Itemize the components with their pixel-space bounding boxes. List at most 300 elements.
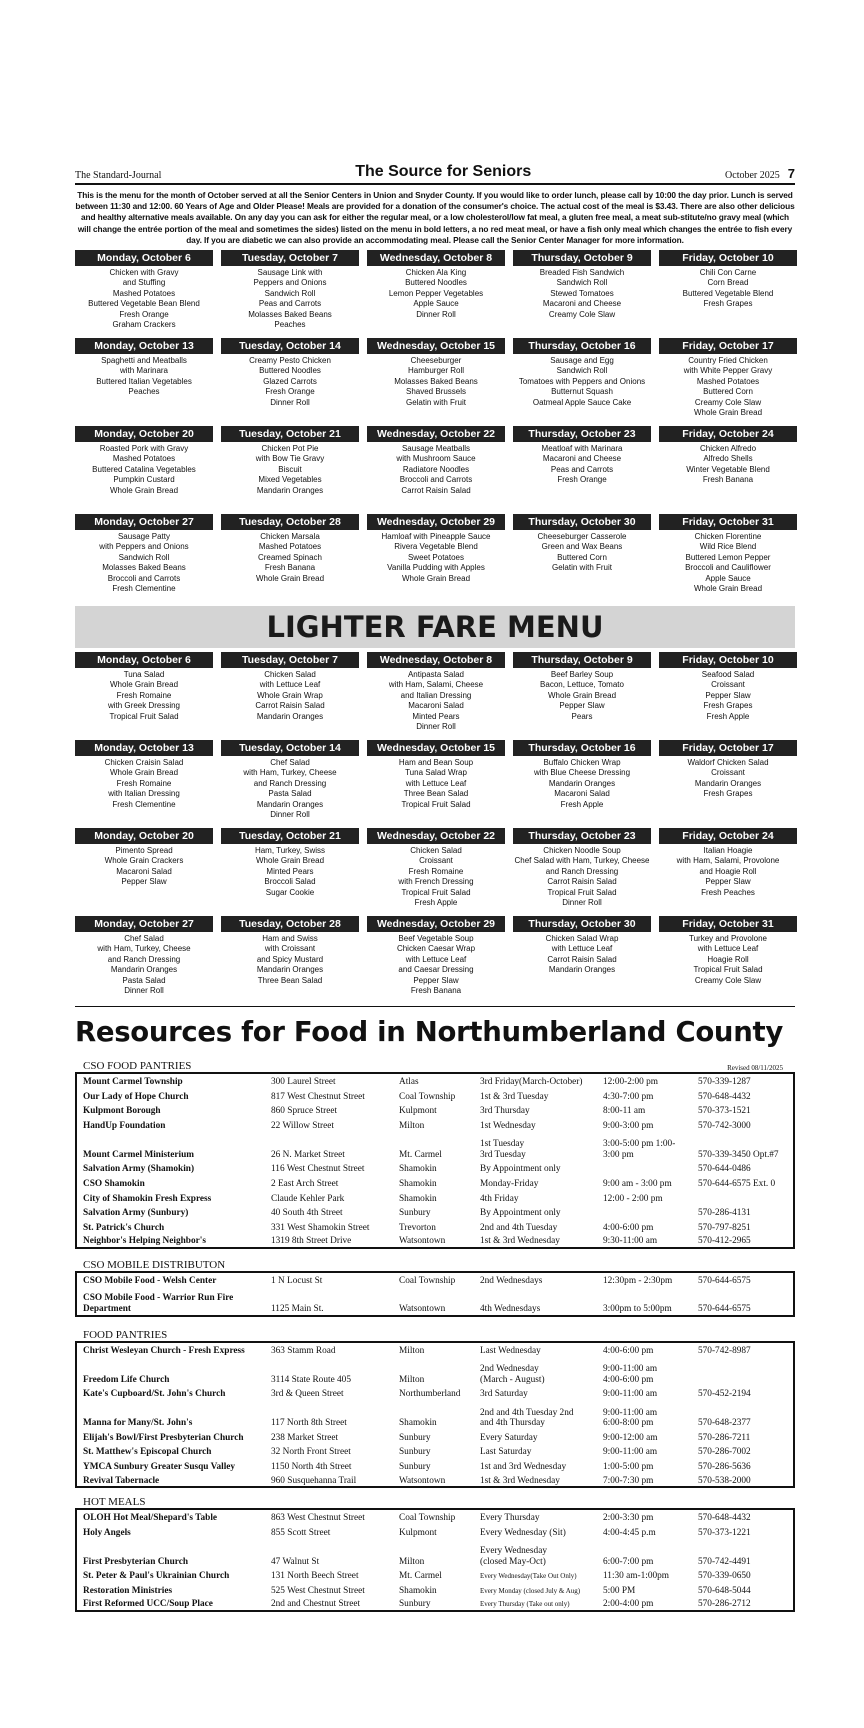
resource-time: 1:00-5:00 pm — [603, 1461, 654, 1472]
menu-item: Chicken Salad — [264, 670, 316, 680]
menu-item: with Lettuce Leaf — [697, 944, 759, 954]
menu-day — [221, 916, 359, 1004]
resource-row — [76, 1524, 794, 1539]
resource-row — [76, 1175, 794, 1190]
menu-item: Alfredo Shells — [703, 454, 753, 464]
resource-name: Manna for Many/St. John's — [83, 1418, 193, 1429]
menu-item: Radiatore Noodles — [402, 464, 470, 474]
menu-item: Mandarin Oranges — [110, 965, 178, 975]
menu-item: Roasted Pork with Gravy — [99, 444, 189, 454]
menu-day — [221, 514, 359, 602]
menu-item: Fresh Apple — [414, 898, 458, 908]
menu-day-items — [513, 356, 651, 408]
menu-day-heading: Monday, October 6 — [75, 652, 213, 668]
menu-item: Buffalo Chicken Wrap — [543, 758, 621, 768]
resource-phone — [692, 1190, 794, 1205]
menu-item: Sweet Potatoes — [407, 552, 465, 562]
menu-item: Mandarin Oranges — [548, 965, 616, 975]
menu-item: Dinner Roll — [562, 898, 602, 908]
menu-day-heading: Friday, October 10 — [659, 652, 797, 668]
resource-time: 9:00-3:00 pm — [603, 1120, 654, 1131]
menu-day-items — [75, 758, 213, 810]
menu-day-items — [367, 846, 505, 908]
menu-item: Chicken Salad Wrap — [545, 934, 619, 944]
resource-table — [75, 1341, 795, 1489]
menu-item: Sugar Cookie — [265, 887, 315, 897]
resource-address: 40 South 4th Street — [271, 1208, 343, 1219]
resource-row — [76, 1117, 794, 1132]
resource-name: YMCA Sunbury Greater Susqu Valley — [83, 1461, 236, 1472]
resource-phone: 570-286-7002 — [698, 1447, 751, 1458]
menu-item: Dinner Roll — [124, 986, 164, 996]
menu-day-heading: Thursday, October 30 — [513, 916, 651, 932]
menu-item: Fresh Grapes — [703, 299, 753, 309]
resource-row — [76, 1356, 794, 1385]
resource-row — [76, 1567, 794, 1582]
menu-item: Fresh Romaine — [116, 778, 172, 788]
resource-name: CSO Shamokin — [83, 1178, 145, 1189]
menu-item: Fresh Banana — [264, 563, 316, 573]
menu-item: Chicken Pot Pie — [261, 444, 319, 454]
resource-day: Monday-Friday — [480, 1178, 539, 1189]
menu-day-heading: Monday, October 13 — [75, 740, 213, 756]
menu-item: and Ranch Dressing — [107, 954, 181, 964]
menu-item: Fresh Romaine — [116, 690, 172, 700]
menu-item: Creamy Cole Slaw — [694, 397, 762, 407]
menu-item: Sausage Meatballs — [401, 444, 471, 454]
menu-item: Rivera Vegetable Blend — [394, 542, 478, 552]
menu-item: with Ham, Salami, Provolone — [676, 856, 780, 866]
menu-item: Macaroni Salad — [554, 789, 610, 799]
menu-item: Tropical Fruit Salad — [109, 711, 179, 721]
revised-date: Revised 08/11/2025 — [727, 1064, 783, 1073]
menu-item: Fresh Grapes — [703, 701, 753, 711]
menu-item: Wild Rice Blend — [699, 542, 757, 552]
resource-address: 116 West Chestnut Street — [271, 1164, 365, 1175]
menu-item: Spaghetti and Meatballs — [101, 356, 187, 366]
menu-item: Croissant — [711, 768, 745, 778]
menu-item: Mandarin Oranges — [256, 711, 324, 721]
resource-phone: 570-648-4432 — [698, 1091, 751, 1102]
menu-day — [75, 514, 213, 602]
resource-name: City of Shamokin Fresh Express — [83, 1193, 212, 1204]
menu-item: Macaroni Salad — [408, 701, 464, 711]
menu-day-items — [513, 532, 651, 574]
resource-phone: 570-339-0650 — [698, 1571, 751, 1582]
resource-phone: 570-412-2965 — [698, 1236, 751, 1247]
resource-address: 331 West Shamokin Street — [271, 1222, 370, 1233]
menu-item: Breaded Fish Sandwich — [539, 268, 625, 278]
menu-item: with Lettuce Leaf — [551, 944, 613, 954]
menu-day-heading: Friday, October 31 — [659, 916, 797, 932]
menu-item: Carrot Raisin Salad — [401, 485, 471, 495]
menu-day — [513, 514, 651, 602]
menu-item: Fresh Peaches — [701, 887, 755, 897]
menu-item: Whole Grain Bread — [109, 768, 179, 778]
resource-phone: 570-648-4432 — [698, 1513, 751, 1524]
resource-name: Revival Tabernacle — [83, 1475, 160, 1486]
resource-row — [76, 1272, 794, 1287]
resource-address: 22 Willow Street — [271, 1120, 334, 1131]
resource-day: 1st & 3rd Wednesday — [480, 1236, 560, 1247]
menu-item: Fresh Clementine — [112, 799, 176, 809]
menu-item: and Caesar Dressing — [398, 965, 474, 975]
resource-address: 863 West Chestnut Street — [271, 1513, 365, 1524]
resource-time: 11:30 am-1:00pm — [603, 1571, 670, 1582]
menu-item: Mandarin Oranges — [694, 778, 762, 788]
resource-day: Every Thursday — [480, 1513, 540, 1524]
resource-city: Shamokin — [399, 1193, 437, 1204]
menu-item: Chef Salad — [124, 934, 164, 944]
menu-item: with Italian Dressing — [108, 789, 180, 799]
menu-day-items — [367, 444, 505, 496]
menu-day-heading: Friday, October 24 — [659, 426, 797, 442]
resource-city: Watsontown — [399, 1236, 446, 1247]
menu-item: Creamy Cole Slaw — [548, 309, 616, 319]
menu-item: with Ham, Salami, Cheese — [388, 680, 484, 690]
resource-address: 817 West Chestnut Street — [271, 1091, 365, 1102]
menu-day-heading: Thursday, October 16 — [513, 740, 651, 756]
resource-address: 525 West Chestnut Street — [271, 1585, 365, 1596]
resource-name: Salvation Army (Shamokin) — [83, 1164, 195, 1175]
resource-name: Christ Wesleyan Church - Fresh Express — [83, 1345, 245, 1356]
menu-item: Macaroni Salad — [116, 866, 172, 876]
resource-city: Trevorton — [399, 1222, 436, 1233]
menu-item: Broccoli and Cauliflower — [685, 563, 771, 573]
menu-day — [513, 338, 651, 426]
menu-day-heading: Monday, October 20 — [75, 828, 213, 844]
menu-item: Hamloaf with Pineapple Sauce — [381, 532, 491, 542]
menu-item: Beef Vegetable Soup — [398, 934, 474, 944]
menu-day — [659, 250, 797, 338]
menu-item: Peppers and Onions — [253, 278, 327, 288]
section-title: FOOD PANTRIES — [83, 1328, 168, 1341]
menu-item: Whole Grain Bread — [255, 856, 325, 866]
menu-day-heading: Wednesday, October 8 — [367, 652, 505, 668]
menu-day-heading: Thursday, October 16 — [513, 338, 651, 354]
resource-day: 3rd Thursday — [480, 1106, 530, 1117]
menu-item: with Mushroom Sauce — [396, 454, 476, 464]
menu-item: Biscuit — [278, 464, 302, 474]
lighter-menu-grid — [75, 652, 795, 1004]
menu-item: Mashed Potatoes — [112, 288, 176, 298]
menu-day-heading: Friday, October 17 — [659, 338, 797, 354]
menu-item: Apple Sauce — [705, 573, 751, 583]
menu-day — [75, 338, 213, 426]
resource-city: Sunbury — [399, 1599, 431, 1610]
menu-day — [367, 828, 505, 916]
resource-day: 2nd Wednesday (March - August) — [480, 1363, 545, 1385]
menu-day-items — [513, 934, 651, 976]
menu-day-items — [659, 670, 797, 722]
resource-name: HandUp Foundation — [83, 1120, 166, 1131]
menu-day-items — [659, 532, 797, 594]
menu-item: Stewed Tomatoes — [550, 288, 614, 298]
menu-day-items — [513, 444, 651, 486]
menu-day — [221, 828, 359, 916]
menu-item: Fresh Orange — [119, 309, 169, 319]
menu-item: Chef Salad — [270, 758, 310, 768]
resource-name: Mount Carmel Township — [83, 1077, 183, 1088]
menu-item: Fresh Banana — [702, 475, 754, 485]
paper-name: The Standard-Journal — [75, 170, 162, 181]
menu-item: Chicken Alfredo — [699, 444, 757, 454]
menu-item: Peaches — [274, 320, 306, 330]
resource-name: OLOH Hot Meal/Shepard's Table — [83, 1513, 218, 1524]
menu-day-items — [367, 268, 505, 320]
page-number: 7 — [787, 166, 795, 181]
menu-item: Pears — [571, 711, 593, 721]
menu-day — [75, 652, 213, 740]
resource-phone: 570-644-0486 — [698, 1164, 751, 1175]
menu-item: Corn Bread — [707, 278, 749, 288]
menu-item: Beef Barley Soup — [550, 670, 614, 680]
menu-item: with Marinara — [119, 366, 168, 376]
divider — [75, 1006, 795, 1007]
menu-item: and Hoagie Roll — [699, 866, 757, 876]
resource-day: 3rd Saturday — [480, 1389, 528, 1400]
menu-item: Glazed Carrots — [263, 376, 317, 386]
resource-phone: 570-373-1521 — [698, 1106, 751, 1117]
menu-item: Whole Grain Bread — [109, 485, 179, 495]
menu-day-heading: Tuesday, October 14 — [221, 338, 359, 354]
menu-day — [221, 652, 359, 740]
menu-item: Mandarin Oranges — [256, 965, 324, 975]
resource-city: Milton — [399, 1374, 425, 1385]
menu-item: Tropical Fruit Salad — [401, 887, 471, 897]
resource-phone: 570-742-3000 — [698, 1120, 751, 1131]
menu-day — [75, 740, 213, 828]
menu-item: and Ranch Dressing — [545, 866, 619, 876]
resources-title: Resources for Food in Northumberland County — [75, 1016, 783, 1049]
resource-phone: 570-644-6575 — [698, 1303, 751, 1314]
resource-address: 3114 State Route 405 — [271, 1374, 351, 1385]
menu-day-heading: Tuesday, October 7 — [221, 652, 359, 668]
section-heading — [75, 1060, 795, 1072]
menu-item: Pepper Slaw — [559, 701, 605, 711]
menu-day-items — [367, 356, 505, 408]
menu-item: Croissant — [419, 856, 453, 866]
resource-address: 1125 Main St. — [271, 1303, 324, 1314]
menu-day-items — [75, 670, 213, 722]
resource-day: Last Saturday — [480, 1447, 532, 1458]
menu-item: Dinner Roll — [416, 309, 456, 319]
menu-item: Vanilla Pudding with Apples — [387, 563, 485, 573]
resource-time: 9:30-11:00 am — [603, 1236, 658, 1247]
menu-item: Broccoli and Carrots — [399, 475, 473, 485]
resource-day: By Appointment only — [480, 1164, 561, 1175]
section-heading — [75, 1496, 795, 1508]
resource-phone: 570-648-2377 — [698, 1418, 751, 1429]
menu-day — [367, 338, 505, 426]
menu-item: Buttered Italian Vegetables — [96, 376, 192, 386]
menu-day-items — [75, 268, 213, 330]
menu-item: Buttered Lemon Pepper — [685, 552, 771, 562]
menu-day-heading: Tuesday, October 14 — [221, 740, 359, 756]
resource-name: Our Lady of Hope Church — [83, 1091, 189, 1102]
menu-day-items — [367, 934, 505, 996]
menu-item: Tropical Fruit Salad — [547, 887, 617, 897]
resource-city: Sunbury — [399, 1461, 431, 1472]
menu-item: Ham and Swiss — [262, 934, 318, 944]
menu-day-heading: Monday, October 27 — [75, 916, 213, 932]
menu-day — [367, 426, 505, 514]
menu-item: Three Bean Salad — [403, 789, 469, 799]
menu-item: Lemon Pepper Vegetables — [388, 288, 484, 298]
menu-item: Molasses Baked Beans — [248, 309, 332, 319]
menu-item: Oatmeal Apple Sauce Cake — [532, 397, 632, 407]
menu-item: Buttered Catalina Vegetables — [92, 464, 196, 474]
menu-item: Mixed Vegetables — [258, 475, 322, 485]
menu-item: Macaroni and Cheese — [542, 454, 622, 464]
resource-day: By Appointment only — [480, 1208, 561, 1219]
resource-table — [75, 1072, 795, 1249]
menu-day-heading: Wednesday, October 29 — [367, 916, 505, 932]
resource-city: Watsontown — [399, 1303, 446, 1314]
menu-item: Tropical Fruit Salad — [401, 799, 471, 809]
resource-day: Every Thursday (Take out only) — [480, 1600, 570, 1609]
menu-item: Sausage and Egg — [550, 356, 614, 366]
menu-item: Buttered Vegetable Bean Blend — [88, 299, 200, 309]
resource-city: Milton — [399, 1120, 425, 1131]
menu-day-heading: Thursday, October 9 — [513, 250, 651, 266]
resource-address: Claude Kehler Park — [271, 1193, 345, 1204]
menu-item: Whole Grain Bread — [401, 573, 471, 583]
menu-item: Carrot Raisin Salad — [547, 954, 617, 964]
menu-item: Pumpkin Custard — [113, 475, 175, 485]
menu-item: Molasses Baked Beans — [102, 563, 186, 573]
menu-day-heading: Thursday, October 23 — [513, 828, 651, 844]
resource-phone: 570-648-5044 — [698, 1585, 751, 1596]
resource-row — [76, 1458, 794, 1473]
menu-item: Croissant — [711, 680, 745, 690]
menu-item: Cheeseburger Casserole — [537, 532, 627, 542]
menu-item: with Croissant — [264, 944, 316, 954]
menu-item: Mandarin Oranges — [548, 778, 616, 788]
menu-item: Mandarin Oranges — [256, 799, 324, 809]
menu-item: Seafood Salad — [701, 670, 755, 680]
menu-day — [367, 652, 505, 740]
resource-day: 2nd Wednesdays — [480, 1275, 543, 1286]
menu-item: Whole Grain Crackers — [104, 856, 184, 866]
resource-row — [76, 1102, 794, 1117]
resource-city: Watsontown — [399, 1475, 446, 1486]
menu-item: with White Pepper Gravy — [683, 366, 773, 376]
menu-day — [513, 916, 651, 1004]
menu-item: Fresh Banana — [410, 986, 462, 996]
resource-day: Every Wednesday (closed May-Oct) — [480, 1546, 547, 1567]
resource-time: 9:00-11:00 am — [603, 1389, 658, 1400]
menu-day-items — [659, 268, 797, 310]
menu-day — [367, 740, 505, 828]
menu-day-items — [75, 846, 213, 888]
menu-item: Carrot Raisin Salad — [547, 877, 617, 887]
page — [75, 163, 795, 1612]
resource-day: Every Saturday — [480, 1432, 538, 1443]
menu-day-heading: Tuesday, October 21 — [221, 426, 359, 442]
menu-day — [659, 338, 797, 426]
menu-item: Sandwich Roll — [556, 278, 608, 288]
menu-item: Peas and Carrots — [258, 299, 322, 309]
menu-day-items — [659, 758, 797, 800]
menu-item: Cheeseburger — [410, 356, 462, 366]
menu-item: Fresh Orange — [265, 387, 315, 397]
resource-address: 300 Laurel Street — [271, 1077, 336, 1088]
menu-item: Whole Grain Bread — [255, 573, 325, 583]
menu-day-items — [221, 444, 359, 496]
resource-day: 1st & 3rd Tuesday — [480, 1091, 549, 1102]
menu-day — [659, 426, 797, 514]
menu-day-items — [513, 268, 651, 320]
resource-city: Mt. Carmel — [399, 1571, 442, 1582]
resource-phone: 570-339-3450 Opt.#7 — [698, 1149, 779, 1160]
menu-day-items — [221, 758, 359, 820]
resource-day: 2nd and 4th Tuesday 2nd and 4th Thursday — [480, 1407, 574, 1429]
menu-day — [221, 426, 359, 514]
resource-phone: 570-742-8987 — [698, 1345, 751, 1356]
menu-item: Broccoli and Carrots — [107, 573, 181, 583]
menu-item: Creamy Cole Slaw — [694, 975, 762, 985]
resource-time: 12:00 - 2:00 pm — [603, 1193, 663, 1204]
resource-time — [597, 1160, 692, 1175]
resource-name: Salvation Army (Sunbury) — [83, 1208, 189, 1219]
resource-address: 2nd and Chestnut Street — [271, 1599, 361, 1610]
resource-day: Every Monday (closed July & Aug) — [480, 1586, 581, 1595]
resources-sections — [75, 1060, 795, 1612]
menu-item: Turkey and Provolone — [689, 934, 767, 944]
resource-row — [76, 1131, 794, 1160]
resource-row — [76, 1509, 794, 1524]
menu-day-heading: Tuesday, October 21 — [221, 828, 359, 844]
resource-city: Milton — [399, 1345, 425, 1356]
menu-item: Chicken with Gravy — [109, 268, 179, 278]
menu-item: Sandwich Roll — [118, 552, 170, 562]
menu-day-heading: Monday, October 13 — [75, 338, 213, 354]
section-title: CSO FOOD PANTRIES — [83, 1060, 192, 1073]
resource-time — [597, 1204, 692, 1219]
resource-row — [76, 1088, 794, 1103]
resource-name: CSO Mobile Food - Warrior Run Fire Department — [83, 1293, 234, 1314]
menu-item: Chef Salad with Ham, Turkey, Cheese — [514, 856, 650, 866]
resource-phone: 570-286-7211 — [698, 1432, 751, 1443]
menu-day-items — [221, 846, 359, 898]
menu-item: Sandwich Roll — [556, 366, 608, 376]
resource-time: 9:00-11:00 am — [603, 1447, 658, 1458]
menu-item: Macaroni and Cheese — [542, 299, 622, 309]
resource-address: 47 Walnut St — [271, 1556, 320, 1567]
menu-day — [75, 426, 213, 514]
menu-item: Dinner Roll — [416, 722, 456, 732]
resource-time: 5:00 PM — [603, 1585, 636, 1596]
menu-item: Peas and Carrots — [550, 464, 614, 474]
page-header — [75, 163, 795, 185]
menu-item: Chicken Florentine — [694, 532, 762, 542]
resource-city: Shamokin — [399, 1178, 437, 1189]
menu-day — [367, 916, 505, 1004]
resource-address: 131 North Beech Street — [271, 1571, 359, 1582]
resource-row — [76, 1204, 794, 1219]
menu-day-items — [221, 268, 359, 330]
menu-item: Ham, Turkey, Swiss — [254, 846, 326, 856]
menu-day-heading: Friday, October 24 — [659, 828, 797, 844]
menu-item: with Peppers and Onions — [99, 542, 189, 552]
menu-item: Broccoli Salad — [264, 877, 316, 887]
resource-day: 1st Wednesday — [480, 1120, 536, 1131]
resource-row — [76, 1342, 794, 1357]
resource-name: First Reformed UCC/Soup Place — [83, 1599, 213, 1610]
menu-item: Tropical Fruit Salad — [693, 965, 763, 975]
resource-address: 1319 8th Street Drive — [271, 1236, 352, 1247]
